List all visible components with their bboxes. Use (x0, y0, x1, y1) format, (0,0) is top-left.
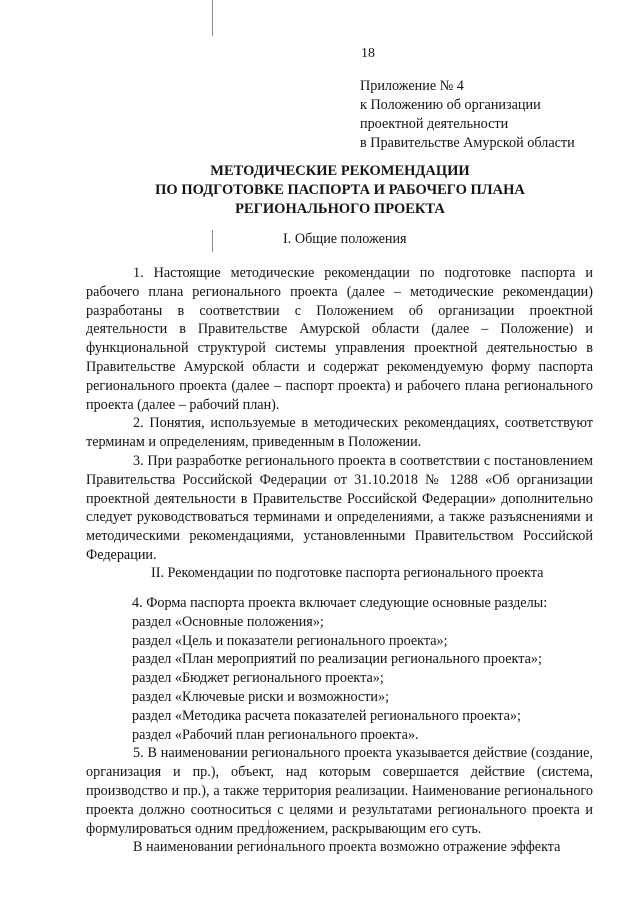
section-recommendations-body (86, 594, 593, 857)
paragraph-4-intro: 4. Форма паспорта проекта включает следующие основные разделы: (132, 595, 548, 611)
paragraph-5: 5. В наименовании регионального проекта указывается действие (создание, организация и пр.), объект, над которым совершается действие (система, производство и пр.), а также территория реализации. Наименование регионального проекта должно соотноситься с целями и результатами регионального проекта и формулироваться одним предложением, раскрывающим его суть. (86, 745, 593, 837)
list-item: раздел «Ключевые риски и возможности»; (132, 688, 390, 705)
title-line: МЕТОДИЧЕСКИЕ РЕКОМЕНДАЦИИ (210, 163, 470, 179)
document-title (90, 162, 590, 219)
list-item: раздел «Цель и показатели регионального проекта»; (132, 632, 448, 649)
appendix-line: к Положению об организации (360, 97, 541, 113)
appendix-header (360, 77, 575, 153)
appendix-line: проектной деятельности (360, 116, 509, 132)
title-line: ПО ПОДГОТОВКЕ ПАСПОРТА И РАБОЧЕГО ПЛАНА (155, 182, 525, 198)
list-item: раздел «Бюджет регионального проекта»; (132, 670, 384, 687)
appendix-line: Приложение № 4 (360, 78, 464, 94)
section-list (86, 613, 593, 745)
paragraph-2: 2. Понятия, используемые в методических рекомендациях, соответствуют терминам и определениям, приведенным в Положении. (86, 415, 593, 451)
title-line: РЕГИОНАЛЬНОГО ПРОЕКТА (235, 201, 445, 217)
section-heading-general: I. Общие положения (283, 231, 407, 247)
paragraph-1: 1. Настоящие методические рекомендации по подготовке паспорта и рабочего плана регионального проекта (далее – методические рекомендации) разработаны в соответствии с Положением об организации проектной деятельности в Правительстве Амурской области (далее – Положение) и функциональной структурой системы управления проектной деятельностью в Правительстве Амурской области и содержат рекомендуемую форму паспорта регионального проекта (далее – паспорт проекта) и рабочего плана регионального проекта (далее – рабочий план). (86, 265, 593, 413)
section-heading-recommendations: II. Рекомендации по подготовке паспорта регионального проекта (151, 565, 544, 581)
paragraph-3: 3. При разработке регионального проекта в соответствии с постановлением Правительства Российской Федерации от 31.10.2018 № 1288 «Об организации проектной деятельности в Правительстве Российской Федерации» дополнительно следует руководствоваться терминами и определениями, а также разъяснениями и методическими рекомендациями, установленными Правительством Российской Федерации. (86, 452, 593, 563)
scan-margin-mark (212, 0, 213, 36)
list-item: раздел «План мероприятий по реализации регионального проекта»; (132, 651, 542, 668)
section-general-body (86, 264, 593, 565)
list-item: раздел «Рабочий план регионального проекта». (132, 726, 419, 743)
scan-margin-mark (212, 230, 213, 252)
list-item: раздел «Методика расчета показателей регионального проекта»; (132, 707, 521, 724)
page-number: 18 (361, 46, 375, 61)
paragraph-6: В наименовании регионального проекта возможно отражение эффекта (133, 839, 561, 856)
appendix-line: в Правительстве Амурской области (360, 135, 575, 151)
list-item: раздел «Основные положения»; (132, 613, 324, 630)
